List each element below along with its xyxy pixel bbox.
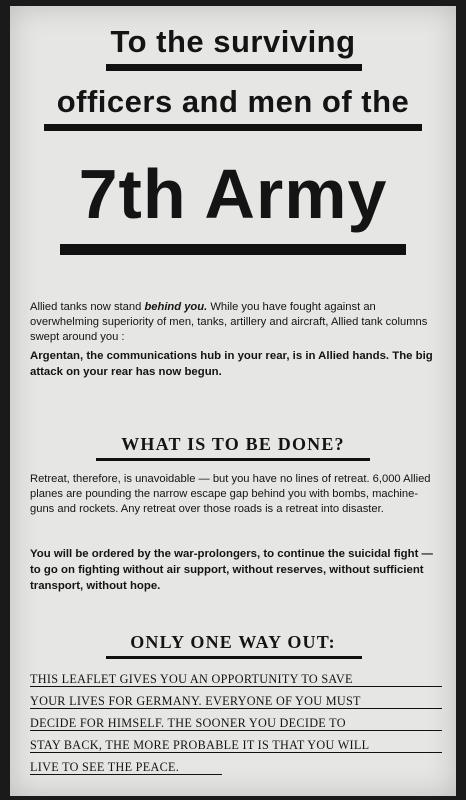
intro-emphasis: behind you. [144, 301, 208, 313]
intro-text-end: While you have fought against an overwhelming superiority of men, tanks, artillery and aircraft, Allied tank columns swept around you : [30, 301, 428, 343]
appeal-line: STAY BACK, THE MORE PROBABLE IT IS THAT YOU WILL [30, 734, 442, 756]
section-heading-underline-1 [96, 458, 370, 461]
section-heading-underline-2 [106, 656, 362, 659]
intro-paragraph-2: Argentan, the communications hub in your rear, is in Allied hands. The big attack on your rear has now begun. [30, 350, 433, 378]
appeal-block [30, 668, 442, 778]
intro-text-start: Allied tanks now stand [30, 301, 145, 313]
headline-line-2: officers and men of the [56, 84, 410, 119]
section-heading-one-way-out: ONLY ONE WAY OUT: [130, 632, 336, 652]
appeal-line: LIVE TO SEE THE PEACE. [30, 756, 442, 778]
appeal-line: THIS LEAFLET GIVES YOU AN OPPORTUNITY TO SAVE [30, 668, 442, 690]
headline-rule-3 [60, 244, 406, 255]
headline-rule-1 [106, 64, 362, 71]
appeal-line: DECIDE FOR HIMSELF. THE SOONER YOU DECIDE TO [30, 712, 442, 734]
section1-paragraph-1: Retreat, therefore, is unavoidable — but you have no lines of retreat. 6,000 Allied planes are pounding the narrow escape gap behind you with bombs, machine-guns and rockets. Any retreat over those roads is a retreat into disaster. [30, 473, 431, 515]
appeal-line: YOUR LIVES FOR GERMANY. EVERYONE OF YOU MUST [30, 690, 442, 712]
headline-line-3: 7th Army [78, 155, 388, 233]
section1-paragraph-2: You will be ordered by the war-prolongers, to continue the suicidal fight — to go on fighting without air support, without reserves, without sufficient transport, without hope. [30, 548, 433, 592]
section-heading-what-to-do: WHAT IS TO BE DONE? [121, 434, 345, 454]
intro-paragraph-1 [30, 300, 438, 345]
leaflet-page [10, 6, 456, 796]
headline-line-1: To the surviving [110, 24, 356, 59]
headline-rule-2 [44, 124, 422, 131]
